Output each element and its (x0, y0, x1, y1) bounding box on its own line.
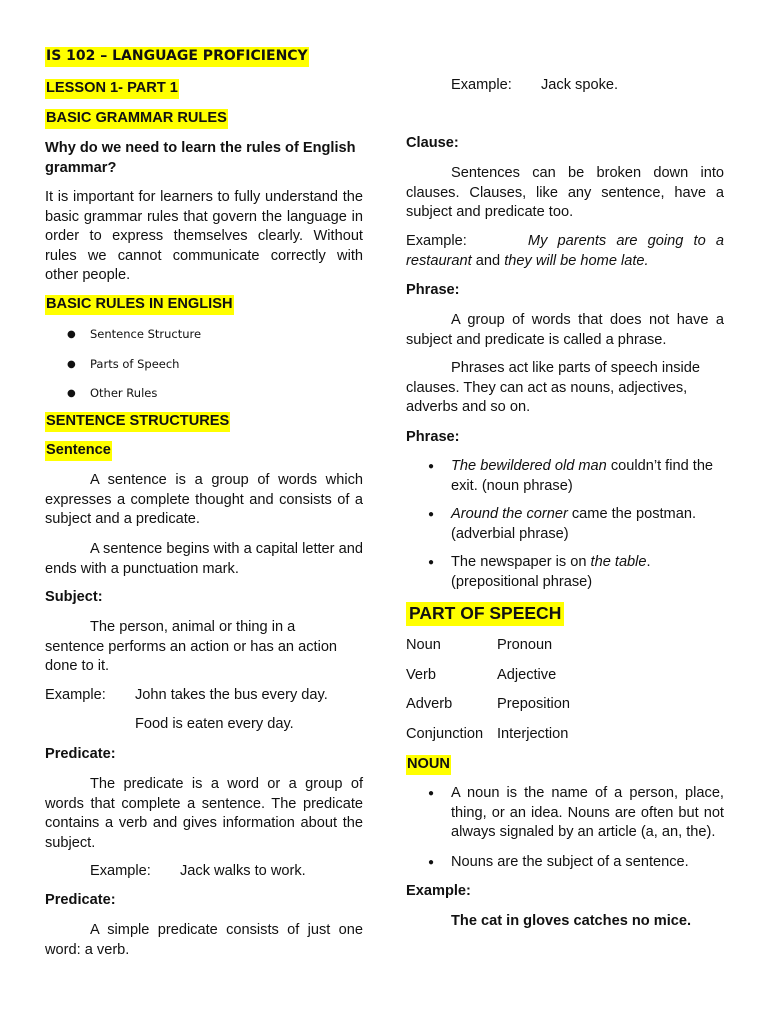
basic-rules-heading: BASIC RULES IN ENGLISH (45, 295, 234, 315)
list-item: ● Nouns are the subject of a sentence. (406, 853, 724, 873)
noun-heading: NOUN (406, 755, 451, 775)
sentence-structures-heading: SENTENCE STRUCTURES (45, 412, 230, 432)
predicate-definition: The predicate is a word or a group of words that complete a sentence. The predicate contains a verb and gives information about the subject. (45, 776, 363, 851)
list-item (406, 505, 724, 544)
list-item: ● Parts of Speech (45, 355, 363, 385)
pos-cell: Preposition (497, 696, 571, 712)
sentence-heading: Sentence (45, 441, 112, 461)
phrase-ex1-rest: couldn’t find the exit. (noun phrase) (451, 458, 714, 494)
predicate-heading-2: Predicate: (45, 892, 116, 908)
phrase-heading: Phrase: (406, 282, 460, 298)
example-label: Example: (451, 77, 512, 93)
subject-heading: Subject: (45, 589, 103, 605)
pos-table (406, 636, 724, 754)
pos-cell: Noun (406, 637, 441, 653)
list-item (406, 457, 724, 496)
example-label: Example: (406, 233, 467, 249)
phrase-definition: A group of words that does not have a subject and predicate is called a phrase. (406, 312, 724, 348)
basic-grammar-rules-heading: BASIC GRAMMAR RULES (45, 109, 228, 129)
pos-cell: Pronoun (497, 637, 553, 653)
list-item: ● Sentence Structure (45, 325, 363, 355)
phrase-heading-2: Phrase: (406, 429, 460, 445)
phrase-examples-list (406, 457, 724, 592)
pos-row (406, 666, 724, 696)
pos-row (406, 725, 724, 755)
noun-list (406, 784, 724, 872)
sentence-definition: A sentence is a group of words which expresses a complete thought and consists of a subject and a predicate. (45, 472, 363, 527)
subject-definition: The person, animal or thing in a sentence performs an action or has an action done to it. (45, 619, 338, 674)
clause-example-and: and (471, 252, 505, 269)
phrase-ex2-italic: Around the corner (451, 506, 568, 522)
basic-rules-list (45, 325, 363, 414)
pos-cell: Interjection (497, 725, 569, 742)
clause-definition: Sentences can be broken down into clauses. Clauses, like any sentence, have a subject and predicate too. (406, 165, 724, 220)
example-label: Example: (45, 687, 106, 703)
pos-cell: Conjunction (406, 725, 484, 742)
pos-cell: Adjective (497, 666, 557, 683)
example-sentence: The cat in gloves catches no mice. (451, 913, 692, 929)
phrase-ex2-rest: came the postman. (adverbial phrase) (451, 506, 696, 542)
phrase-ex3-start: The newspaper is on (451, 554, 591, 570)
phrase-ex3-end: . (prepositional phrase) (451, 554, 651, 590)
phrase-act: Phrases act like parts of speech inside clauses. They can act as nouns, adjectives, adverbs and so on. (406, 360, 701, 415)
example-label: Example: (90, 863, 151, 879)
clause-example (406, 232, 724, 271)
lesson-label: LESSON 1- PART 1 (45, 79, 179, 99)
part-of-speech-heading: PART OF SPEECH (406, 602, 564, 626)
predicate-heading: Predicate: (45, 746, 116, 762)
phrase-ex1-italic: The bewildered old man (451, 458, 607, 474)
sentence-begins: A sentence begins with a capital letter and ends with a punctuation mark. (45, 541, 363, 577)
clause-example-part-b: they will be home late. (504, 252, 649, 269)
predicate-example: Jack walks to work. (180, 863, 306, 879)
list-item: ● A noun is the name of a person, place, thing, or an idea. Nouns are often but not always signaled by an article (a, an, the). (406, 784, 724, 843)
question-heading: Why do we need to learn the rules of English grammar? (45, 140, 356, 176)
list-item: ● Other Rules (45, 384, 363, 414)
pos-cell: Adverb (406, 696, 453, 712)
course-title: IS 102 – LANGUAGE PROFICIENCY (45, 47, 309, 67)
clause-heading: Clause: (406, 135, 459, 151)
subject-example-2: Food is eaten every day. (135, 716, 294, 732)
pos-cell: Verb (406, 666, 437, 683)
jack-spoke-example: Jack spoke. (541, 77, 619, 93)
clause-example-part-a: My parents are going to a restaurant (406, 233, 725, 269)
list-item (406, 553, 724, 592)
simple-predicate: A simple predicate consists of just one word: a verb. (45, 922, 363, 958)
intro-paragraph: It is important for learners to fully understand the basic grammar rules that govern the language in order to express themselves clearly. Without rules we cannot communicate correctly with other people. (45, 189, 363, 283)
example-heading: Example: (406, 883, 471, 899)
phrase-ex3-italic: the table (590, 554, 647, 570)
pos-row (406, 695, 724, 725)
subject-example-1: John takes the bus every day. (135, 687, 328, 703)
pos-row (406, 636, 724, 666)
